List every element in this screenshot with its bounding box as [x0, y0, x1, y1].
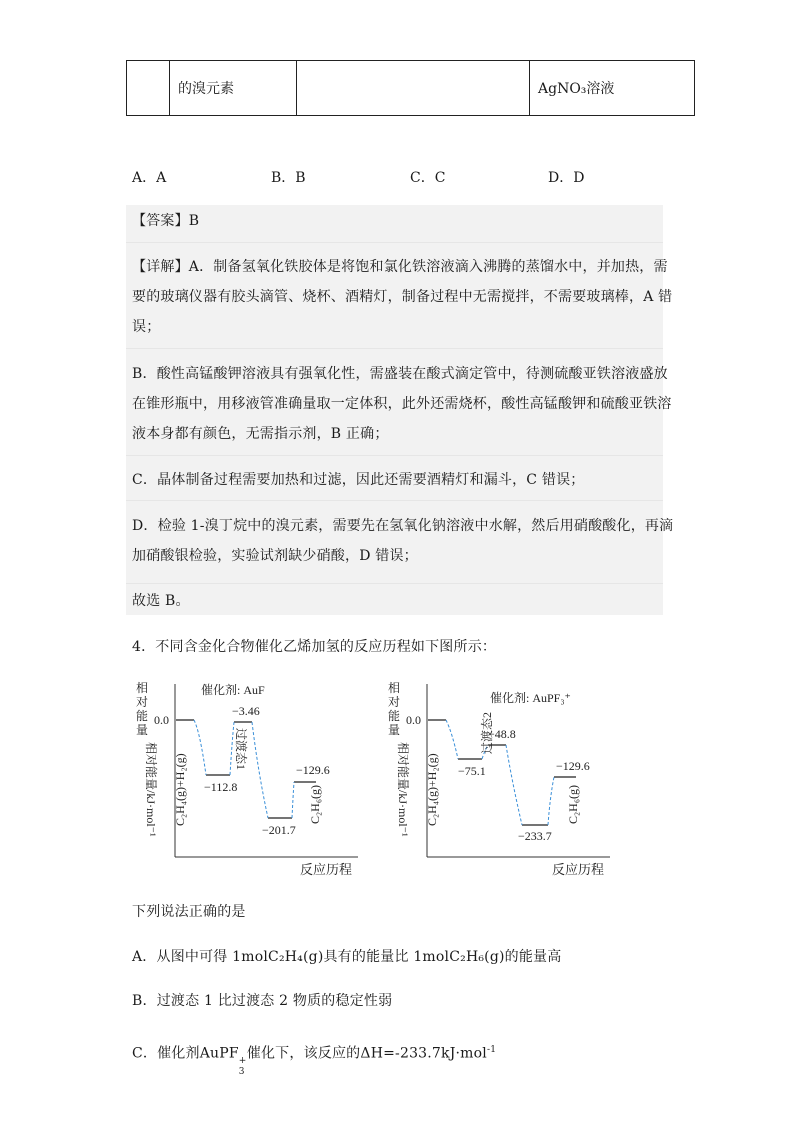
y-axis-unit: 相对能量/kJ·mol⁻¹ [396, 742, 410, 837]
species-label: C₂H₆(g) [566, 784, 580, 824]
question-stem: 4．不同含金化合物催化乙烯加氢的反应历程如下图所示： [132, 639, 497, 655]
divider [126, 242, 663, 243]
divider [126, 348, 663, 349]
question-prompt: 下列说法正确的是 [132, 904, 246, 920]
y-axis-label [136, 680, 159, 837]
table-cell-reagent: AgNO₃溶液 [530, 61, 695, 116]
divider [126, 500, 663, 501]
level-label: −233.7 [518, 829, 552, 843]
x-axis-label: 反应历程 [300, 862, 353, 877]
option-c-suffix: 催化下，该反应的ΔH=-233.7kJ·mol [246, 1045, 487, 1062]
option-a: A．从图中可得 1molC₂H₄(g)具有的能量比 1molC₂H₆(g)的能量高 [132, 949, 562, 965]
level-label: 0.0 [406, 713, 421, 727]
reagent-table [126, 60, 695, 116]
table-row [127, 61, 695, 116]
svg-text:量: 量 [136, 723, 149, 737]
detail-b-line: B．酸性高锰酸钾溶液具有强氧化性，需盛装在酸式滴定管中，待测硫酸亚铁溶液盛放 [132, 366, 668, 382]
energy-diagram-aupf3 [378, 672, 628, 882]
option-c-unit-exponent: -1 [486, 1045, 497, 1055]
level-label: −3.46 [232, 704, 260, 718]
svg-text:对: 对 [136, 695, 149, 709]
y-axis-unit: 相对能量/kJ·mol⁻¹ [144, 742, 158, 837]
option-c-prefix: C．催化剂 [132, 1045, 200, 1062]
option-a: A．A [132, 170, 167, 186]
table-cell-target: 的溴元素 [170, 61, 297, 116]
option-c: C．催化剂AuPF + 3 催化下，该反应的ΔH=-233.7kJ·mol$^{-1}$ [132, 1045, 497, 1077]
detail-b-line: 液本身都有颜色，无需指示剂，B 正确； [132, 426, 389, 442]
svg-text:对: 对 [388, 695, 401, 709]
detail-line: 要的玻璃仪器有胶头滴管、烧杯、酒精灯，制备过程中无需搅拌，不需要玻璃棒，A 错 [132, 289, 673, 305]
x-axis-label: 反应历程 [552, 862, 605, 877]
detail-line: 误； [132, 319, 161, 335]
level-label: −75.1 [458, 764, 486, 778]
chart-title: 催化剂: AuPF₃⁺ [490, 691, 571, 705]
svg-text:能: 能 [388, 709, 401, 723]
level-label: −48.8 [488, 727, 516, 741]
species-label: C₂H₆(g) [308, 784, 322, 824]
level-label: −129.6 [296, 763, 330, 777]
conclusion: 故选 B。 [132, 593, 190, 609]
option-c-catalyst: AuPF [199, 1045, 239, 1062]
detail-b-line: 在锥形瓶中，用移液管准确量取一定体积，此外还需烧杯，酸性高锰酸钾和硫酸亚铁溶 [132, 396, 672, 412]
svg-text:相: 相 [388, 681, 401, 695]
chart-title: 催化剂: AuF [201, 683, 265, 697]
answer-label: 【答案】B [132, 213, 200, 229]
species-label: 过渡态1 [234, 728, 248, 771]
table-cell-equipment [297, 61, 530, 116]
option-d: D．D [548, 170, 585, 186]
level-label: 0.0 [154, 713, 169, 727]
svg-text:量: 量 [388, 723, 401, 737]
detail-line: 【详解】A．制备氢氧化铁胶体是将饱和氯化铁溶液滴入沸腾的蒸馏水中，并加热，需 [132, 259, 668, 275]
species-label: C₂H₄(g)+H₂(g) [173, 753, 187, 826]
option-b: B．B [271, 170, 306, 186]
level-label: −201.7 [262, 823, 296, 837]
level-label: −129.6 [556, 759, 590, 773]
option-b: B．过渡态 1 比过渡态 2 物质的稳定性弱 [132, 993, 393, 1009]
level-label: −112.8 [204, 780, 238, 794]
detail-d-line: 加硝酸银检验，实验试剂缺少硝酸，D 错误； [132, 548, 418, 564]
divider [126, 583, 663, 584]
y-axis-label [388, 680, 411, 837]
species-label: C₂H₄(g)+H₂(g) [425, 753, 439, 826]
table-cell-index [127, 61, 170, 116]
divider [126, 455, 663, 456]
detail-d-line: D．检验 1-溴丁烷中的溴元素，需要先在氢氧化钠溶液中水解，然后用硝酸酸化，再滴 [132, 518, 674, 534]
option-c: C．C [410, 170, 446, 186]
energy-diagram-auf [126, 672, 376, 882]
svg-text:能: 能 [136, 709, 149, 723]
species-label: 过渡态2 [480, 711, 494, 754]
detail-c-line: C．晶体制备过程需要加热和过滤，因此还需要酒精灯和漏斗，C 错误； [132, 472, 585, 488]
svg-text:相: 相 [136, 681, 149, 695]
